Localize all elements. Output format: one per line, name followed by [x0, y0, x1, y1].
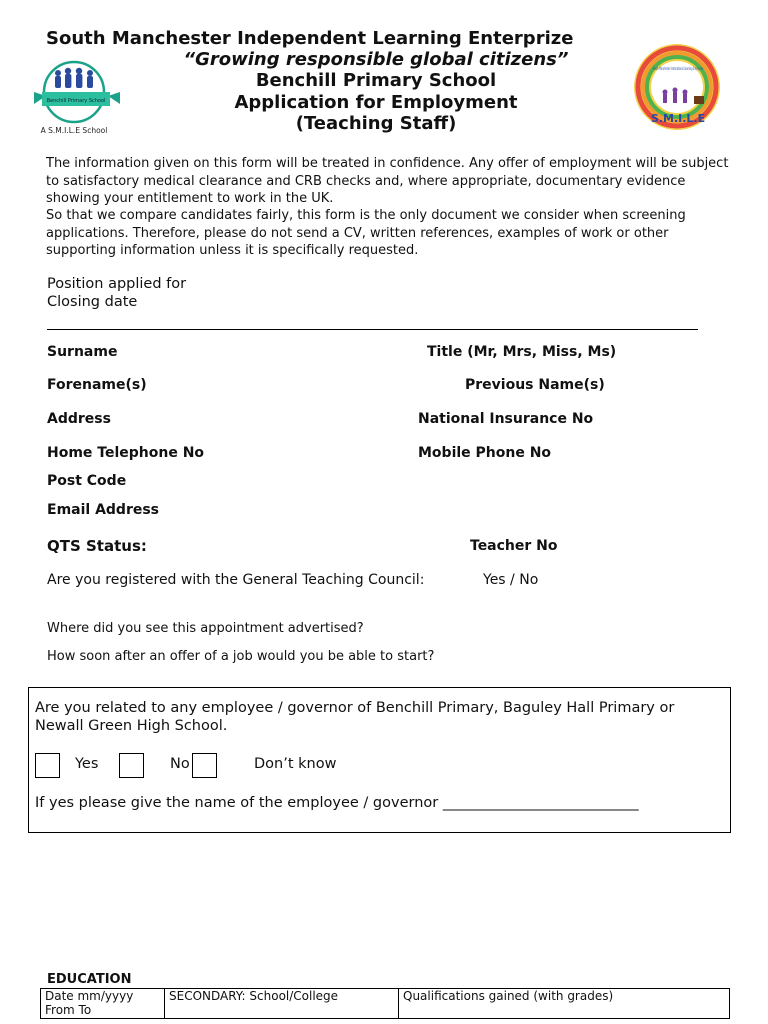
education-table [40, 988, 730, 1019]
qualifications-column-header: Qualifications gained (with grades) [399, 989, 730, 1019]
dont-know-label: Don’t know [254, 756, 337, 772]
logo-banner-text: Benchill Primary School [46, 98, 106, 104]
school-name: Benchill Primary School [255, 70, 497, 91]
date-header-line1: Date mm/yyyy [45, 989, 134, 1003]
post-code-label: Post Code [47, 473, 127, 489]
relationship-question: Are you related to any employee / governor of Benchill Primary, Baguley Hall Primary or Newall Green High School. [35, 700, 675, 734]
date-column-header [41, 989, 165, 1019]
position-applied-label: Position applied for [47, 276, 187, 292]
start-question: How soon after an offer of a job would you be able to start? [47, 649, 435, 664]
no-checkbox-left[interactable] [119, 753, 144, 778]
benchill-logo [32, 58, 122, 138]
address-label: Address [47, 411, 111, 427]
date-header-line2: From To [45, 1003, 92, 1017]
yes-label: Yes [75, 756, 99, 772]
home-telephone-label: Home Telephone No [47, 445, 205, 461]
no-checkbox[interactable] [192, 753, 217, 778]
yes-checkbox[interactable] [35, 753, 60, 778]
title-label: Title (Mr, Mrs, Miss, Ms) [427, 344, 617, 360]
form-subtitle: (Teaching Staff) [295, 113, 457, 134]
teacher-number-label: Teacher No [470, 538, 558, 554]
email-label: Email Address [47, 502, 160, 518]
gtc-options: Yes / No [483, 572, 539, 588]
table-row [41, 989, 730, 1019]
previous-names-label: Previous Name(s) [465, 377, 605, 393]
employee-name-prompt: If yes please give the name of the employee / governor ___________________________ [35, 795, 639, 811]
smile-ring-text [653, 66, 703, 72]
ni-number-label: National Insurance No [418, 411, 594, 427]
org-name: South Manchester Independent Learning Enterprize [46, 28, 574, 49]
gtc-question: Are you registered with the General Teaching Council: [47, 572, 425, 588]
smile-initials: S.M.I.L.E [650, 112, 706, 125]
divider-line [47, 329, 698, 330]
motto: “Growing responsible global citizens” [183, 49, 569, 70]
forenames-label: Forename(s) [47, 377, 147, 393]
school-column-header: SECONDARY: School/College [165, 989, 399, 1019]
logo-caption: A S.M.I.L.E School [40, 126, 108, 135]
surname-label: Surname [47, 344, 118, 360]
form-title: Application for Employment [234, 92, 518, 113]
mobile-phone-label: Mobile Phone No [418, 445, 552, 461]
smile-logo [632, 42, 724, 132]
confidentiality-note: The information given on this form will be treated in confidence. Any offer of employment will be subject to satisfactory medical clearance and CRB checks and, where appropriate, documentary evidence showing your entitlement to work in the UK. [46, 156, 729, 206]
education-heading: EDUCATION [47, 972, 132, 987]
relationship-section [28, 687, 731, 833]
qts-status-label: QTS Status: [47, 537, 147, 555]
no-label: No [170, 756, 190, 772]
advertised-question: Where did you see this appointment advertised? [47, 621, 364, 636]
screening-note: So that we compare candidates fairly, this form is the only document we consider when screening applications. Therefore, please do not send a CV, written references, examples of work or other supporting information unless it is specifically requested. [46, 208, 686, 258]
closing-date-label: Closing date [47, 294, 138, 310]
